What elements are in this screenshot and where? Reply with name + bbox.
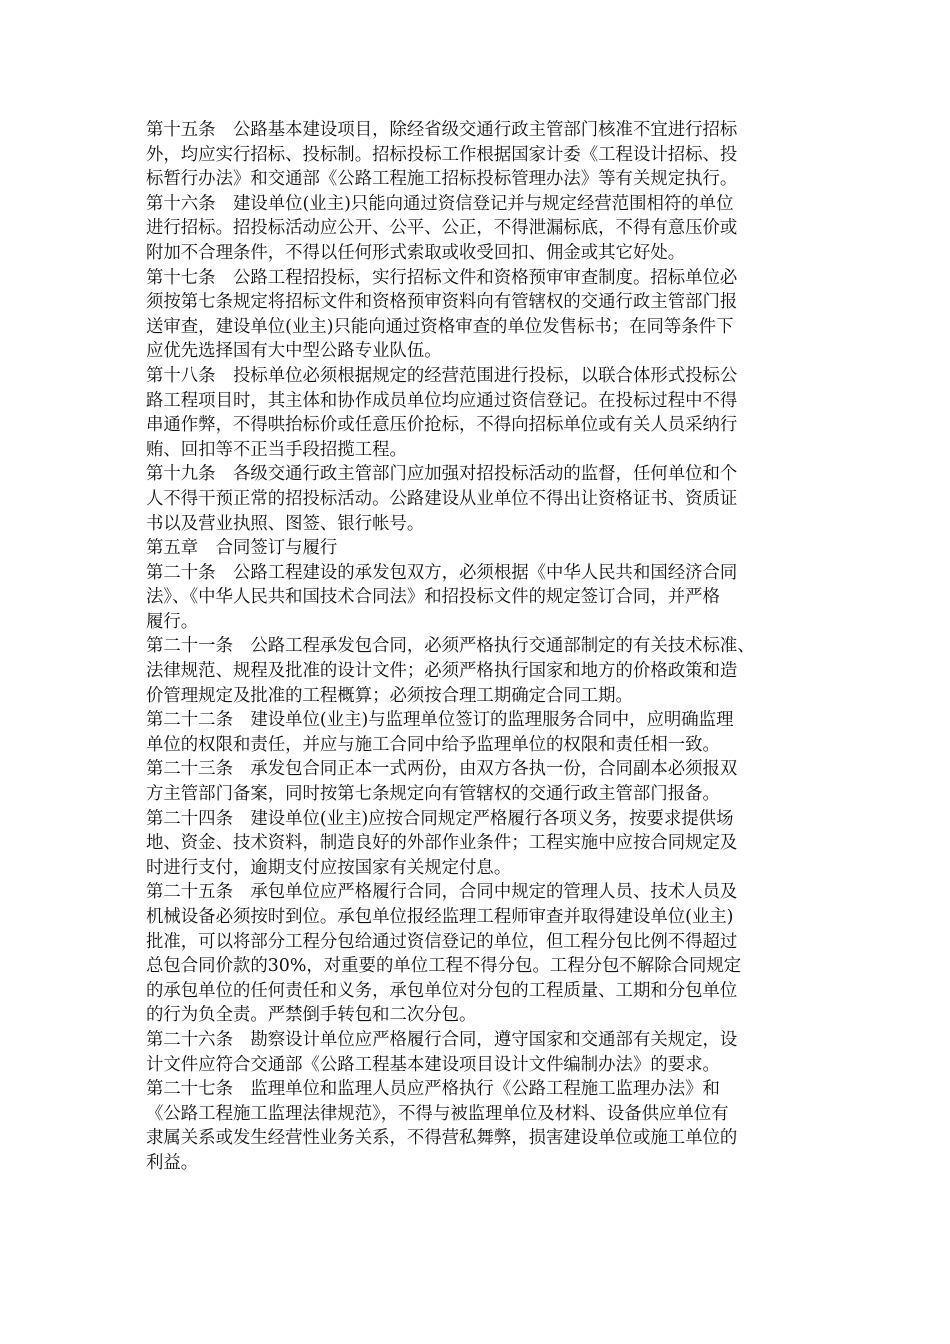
text-line: 第十六条 建设单位(业主)只能向通过资信登记并与规定经营范围相符的单位 bbox=[146, 193, 734, 214]
text-line: 隶属关系或发生经营性业务关系，不得营私舞弊，损害建设单位或施工单位的 bbox=[146, 1128, 738, 1149]
text-line: 第十五条 公路基本建设项目，除经省级交通行政主管部门核准不宜进行招标 bbox=[146, 120, 738, 140]
text-line: 履行。 bbox=[146, 611, 199, 632]
text-line: 机械设备必须按时到位。承包单位报经监理工程师审查并取得建设单位(业主) bbox=[146, 907, 734, 927]
text-line: 利益。 bbox=[146, 1152, 199, 1173]
chapter-heading: 第五章 合同签订与履行 bbox=[146, 538, 338, 559]
text-line: 的承包单位的任何责任和义务，承包单位对分包的工程质量、工期和分包单位 bbox=[146, 980, 738, 1001]
text-line: 法》、《中华人民共和国技术合同法》和招投标文件的规定签订合同，并严格 bbox=[146, 587, 720, 608]
text-line: 第十七条 公路工程招投标，实行招标文件和资格预审审查制度。招标单位必 bbox=[146, 267, 738, 288]
text-line: 第二十五条 承包单位应严格履行合同，合同中规定的管理人员、技术人员及 bbox=[146, 882, 738, 903]
text-line: 标暂行办法》和交通部《公路工程施工招标投标管理办法》等有关规定执行。 bbox=[146, 169, 738, 190]
text-line: 送审查，建设单位(业主)只能向通过资格审查的单位发售标书；在同等条件下 bbox=[146, 316, 734, 337]
text-line: 单位的权限和责任，并应与施工合同中给予监理单位的权限和责任相一致。 bbox=[146, 734, 720, 755]
text-line: 路工程项目时，其主体和协作成员单位均应通过资信登记。在投标过程中不得 bbox=[146, 390, 738, 411]
text-line: 第十八条 投标单位必须根据规定的经营范围进行投标，以联合体形式投标公 bbox=[146, 365, 738, 386]
text-line: 地、资金、技术资料，制造良好的外部作业条件；工程实施中应按合同规定及 bbox=[146, 833, 738, 854]
text-line: 总包合同价款的30%，对重要的单位工程不得分包。工程分包不解除合同规定 bbox=[146, 956, 742, 977]
document-body bbox=[146, 118, 826, 1176]
text-line: 时进行支付，逾期支付应按国家有关规定付息。 bbox=[146, 857, 512, 878]
text-line: 第二十条 公路工程建设的承发包双方，必须根据《中华人民共和国经济合同 bbox=[146, 562, 738, 583]
text-line: 书以及营业执照、图签、银行帐号。 bbox=[146, 513, 425, 534]
text-line: 第二十七条 监理单位和监理人员应严格执行《公路工程施工监理办法》和 bbox=[146, 1079, 720, 1100]
text-line: 的行为负全责。严禁倒手转包和二次分包。 bbox=[146, 1005, 477, 1026]
text-line: 人不得干预正常的招投标活动。公路建设从业单位不得出让资格证书、资质证 bbox=[146, 488, 738, 509]
text-line: 第二十二条 建设单位(业主)与监理单位签订的监理服务合同中，应明确监理 bbox=[146, 710, 734, 731]
text-line: 法律规范、规程及批准的设计文件；必须严格执行国家和地方的价格政策和造 bbox=[146, 661, 738, 682]
text-line: 须按第七条规定将招标文件和资格预审资料向有管辖权的交通行政主管部门报 bbox=[146, 292, 738, 313]
text-line: 附加不合理条件，不得以任何形式索取或收受回扣、佣金或其它好处。 bbox=[146, 242, 686, 263]
text-line: 第二十一条 公路工程承发包合同，必须严格执行交通部制定的有关技术标准、 bbox=[146, 636, 755, 657]
text-line: 批准，可以将部分工程分包给通过资信登记的单位，但工程分包比例不得超过 bbox=[146, 931, 738, 952]
text-line: 进行招标。招投标活动应公开、公平、公正，不得泄漏标底，不得有意压价或 bbox=[146, 218, 738, 239]
text-line: 价管理规定及批准的工程概算；必须按合理工期确定合同工期。 bbox=[146, 685, 633, 706]
text-line: 方主管部门备案，同时按第七条规定向有管辖权的交通行政主管部门报备。 bbox=[146, 784, 720, 805]
text-line: 串通作弊，不得哄抬标价或任意压价抢标，不得向招标单位或有关人员采纳行 bbox=[146, 415, 738, 436]
text-line: 计文件应符合交通部《公路工程基本建设项目设计文件编制办法》的要求。 bbox=[146, 1054, 720, 1075]
text-line: 第二十四条 建设单位(业主)应按合同规定严格履行各项义务，按要求提供场 bbox=[146, 808, 734, 829]
text-line: 第二十三条 承发包合同正本一式两份，由双方各执一份，合同副本必须报双 bbox=[146, 759, 738, 780]
text-line: 应优先选择国有大中型公路专业队伍。 bbox=[146, 341, 442, 362]
text-line: 第二十六条 勘察设计单位应严格履行合同，遵守国家和交通部有关规定，设 bbox=[146, 1029, 738, 1050]
text-line: 《公路工程施工监理法律规范》，不得与被监理单位及材料、设备供应单位有 bbox=[146, 1103, 729, 1124]
text-line: 贿、回扣等不正当手段招揽工程。 bbox=[146, 439, 407, 460]
text-line: 第十九条 各级交通行政主管部门应加强对招投标活动的监督，任何单位和个 bbox=[146, 464, 738, 485]
text-line: 外，均应实行招标、投标制。招标投标工作根据国家计委《工程设计招标、投 bbox=[146, 144, 738, 165]
